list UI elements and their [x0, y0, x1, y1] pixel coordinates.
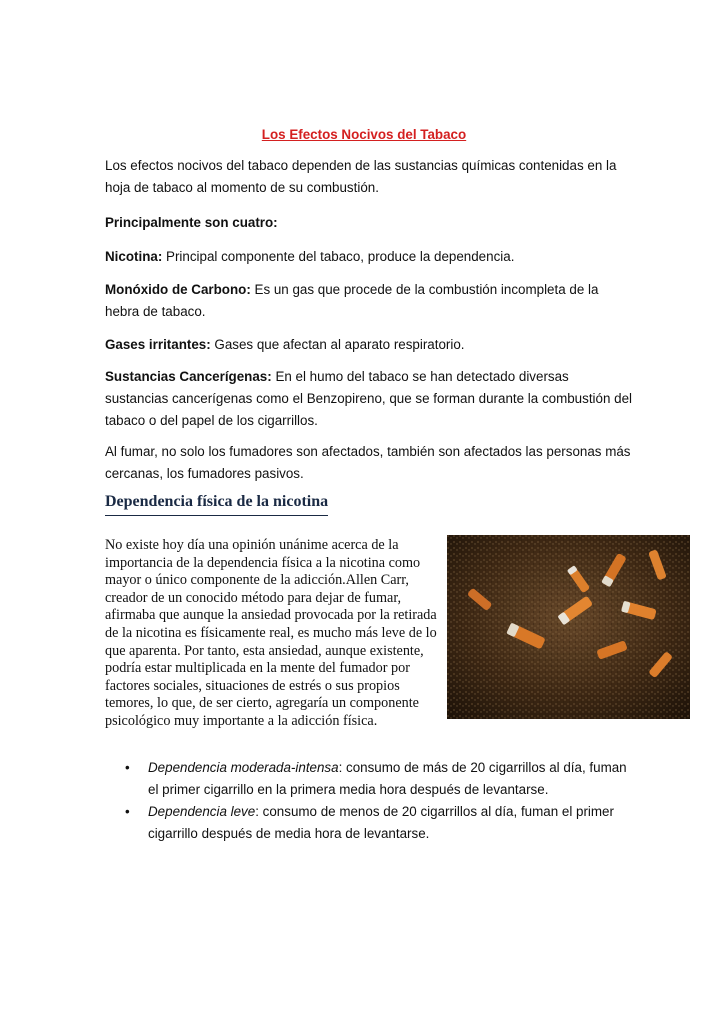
bullet-icon: •	[125, 760, 130, 775]
item-monoxido	[105, 279, 635, 323]
item-term: Monóxido de Carbono:	[105, 282, 251, 297]
bullet-icon: •	[125, 804, 130, 819]
list-item	[105, 757, 635, 801]
section-heading: Dependencia física de la nicotina	[105, 491, 328, 516]
principal-label: Principalmente son cuatro:	[105, 215, 278, 230]
section-body: No existe hoy día una opinión unánime acerca de la importancia de la dependencia física a la nicotina como mayor o único componente de la adicción.Allen Carr, creador de un conocido método para dejar de fumar, afirmaba que aunque la ansiedad provocada por la retirada de la nicotina es físicamente real, es mucho más leve de lo que aparenta. Por tanto, esta ansiedad, aunque existente, podría estar multiplicada en la mente del fumador por factores sociales, situaciones de estrés o sus propios temores, lo que, de ser cierto, agregaría un componente psicológico muy importante a la adicción física.	[105, 537, 437, 729]
dependency-list	[105, 757, 635, 845]
item-text: Principal componente del tabaco, produce la dependencia.	[162, 249, 515, 264]
item-text: Gases que afectan al aparato respiratorio.	[210, 337, 465, 352]
item-text: En el humo del tabaco se han detectado diversas sustancias cancerígenas como el Benzopireno, que se forman durante la combustión del tabaco o del papel de los cigarrillos.	[105, 369, 633, 428]
bullet-term: Dependencia leve	[148, 804, 256, 819]
item-term: Gases irritantes:	[105, 337, 211, 352]
principal-heading	[105, 212, 635, 234]
list-item	[105, 801, 635, 845]
item-gases	[105, 334, 635, 356]
bullet-term: Dependencia moderada-intensa	[148, 760, 339, 775]
item-text: Es un gas que procede de la combustión incompleta de la hebra de tabaco.	[105, 282, 599, 319]
bullet-text: : consumo de menos de 20 cigarrillos al día, fuman el primer cigarrillo después de media hora de levantarse.	[148, 804, 614, 841]
item-term: Sustancias Cancerígenas:	[105, 369, 272, 384]
bullet-text: : consumo de más de 20 cigarrillos al día, fuman el primer cigarrillo en la primera media hora después de levantarse.	[148, 760, 627, 797]
document-title: Los Efectos Nocivos del Tabaco	[261, 127, 467, 142]
passive-smokers-paragraph: Al fumar, no solo los fumadores son afectados, también son afectados las personas más cercanas, los fumadores pasivos.	[105, 444, 631, 481]
item-cancerigenas	[105, 366, 633, 432]
item-term: Nicotina:	[105, 249, 163, 264]
cigarette-butts-image	[447, 535, 690, 719]
cigarette-butts-photo	[447, 535, 690, 719]
item-nicotina	[105, 246, 635, 268]
intro-paragraph: Los efectos nocivos del tabaco dependen de las sustancias químicas contenidas en la hoja de tabaco al momento de su combustión.	[105, 158, 617, 195]
